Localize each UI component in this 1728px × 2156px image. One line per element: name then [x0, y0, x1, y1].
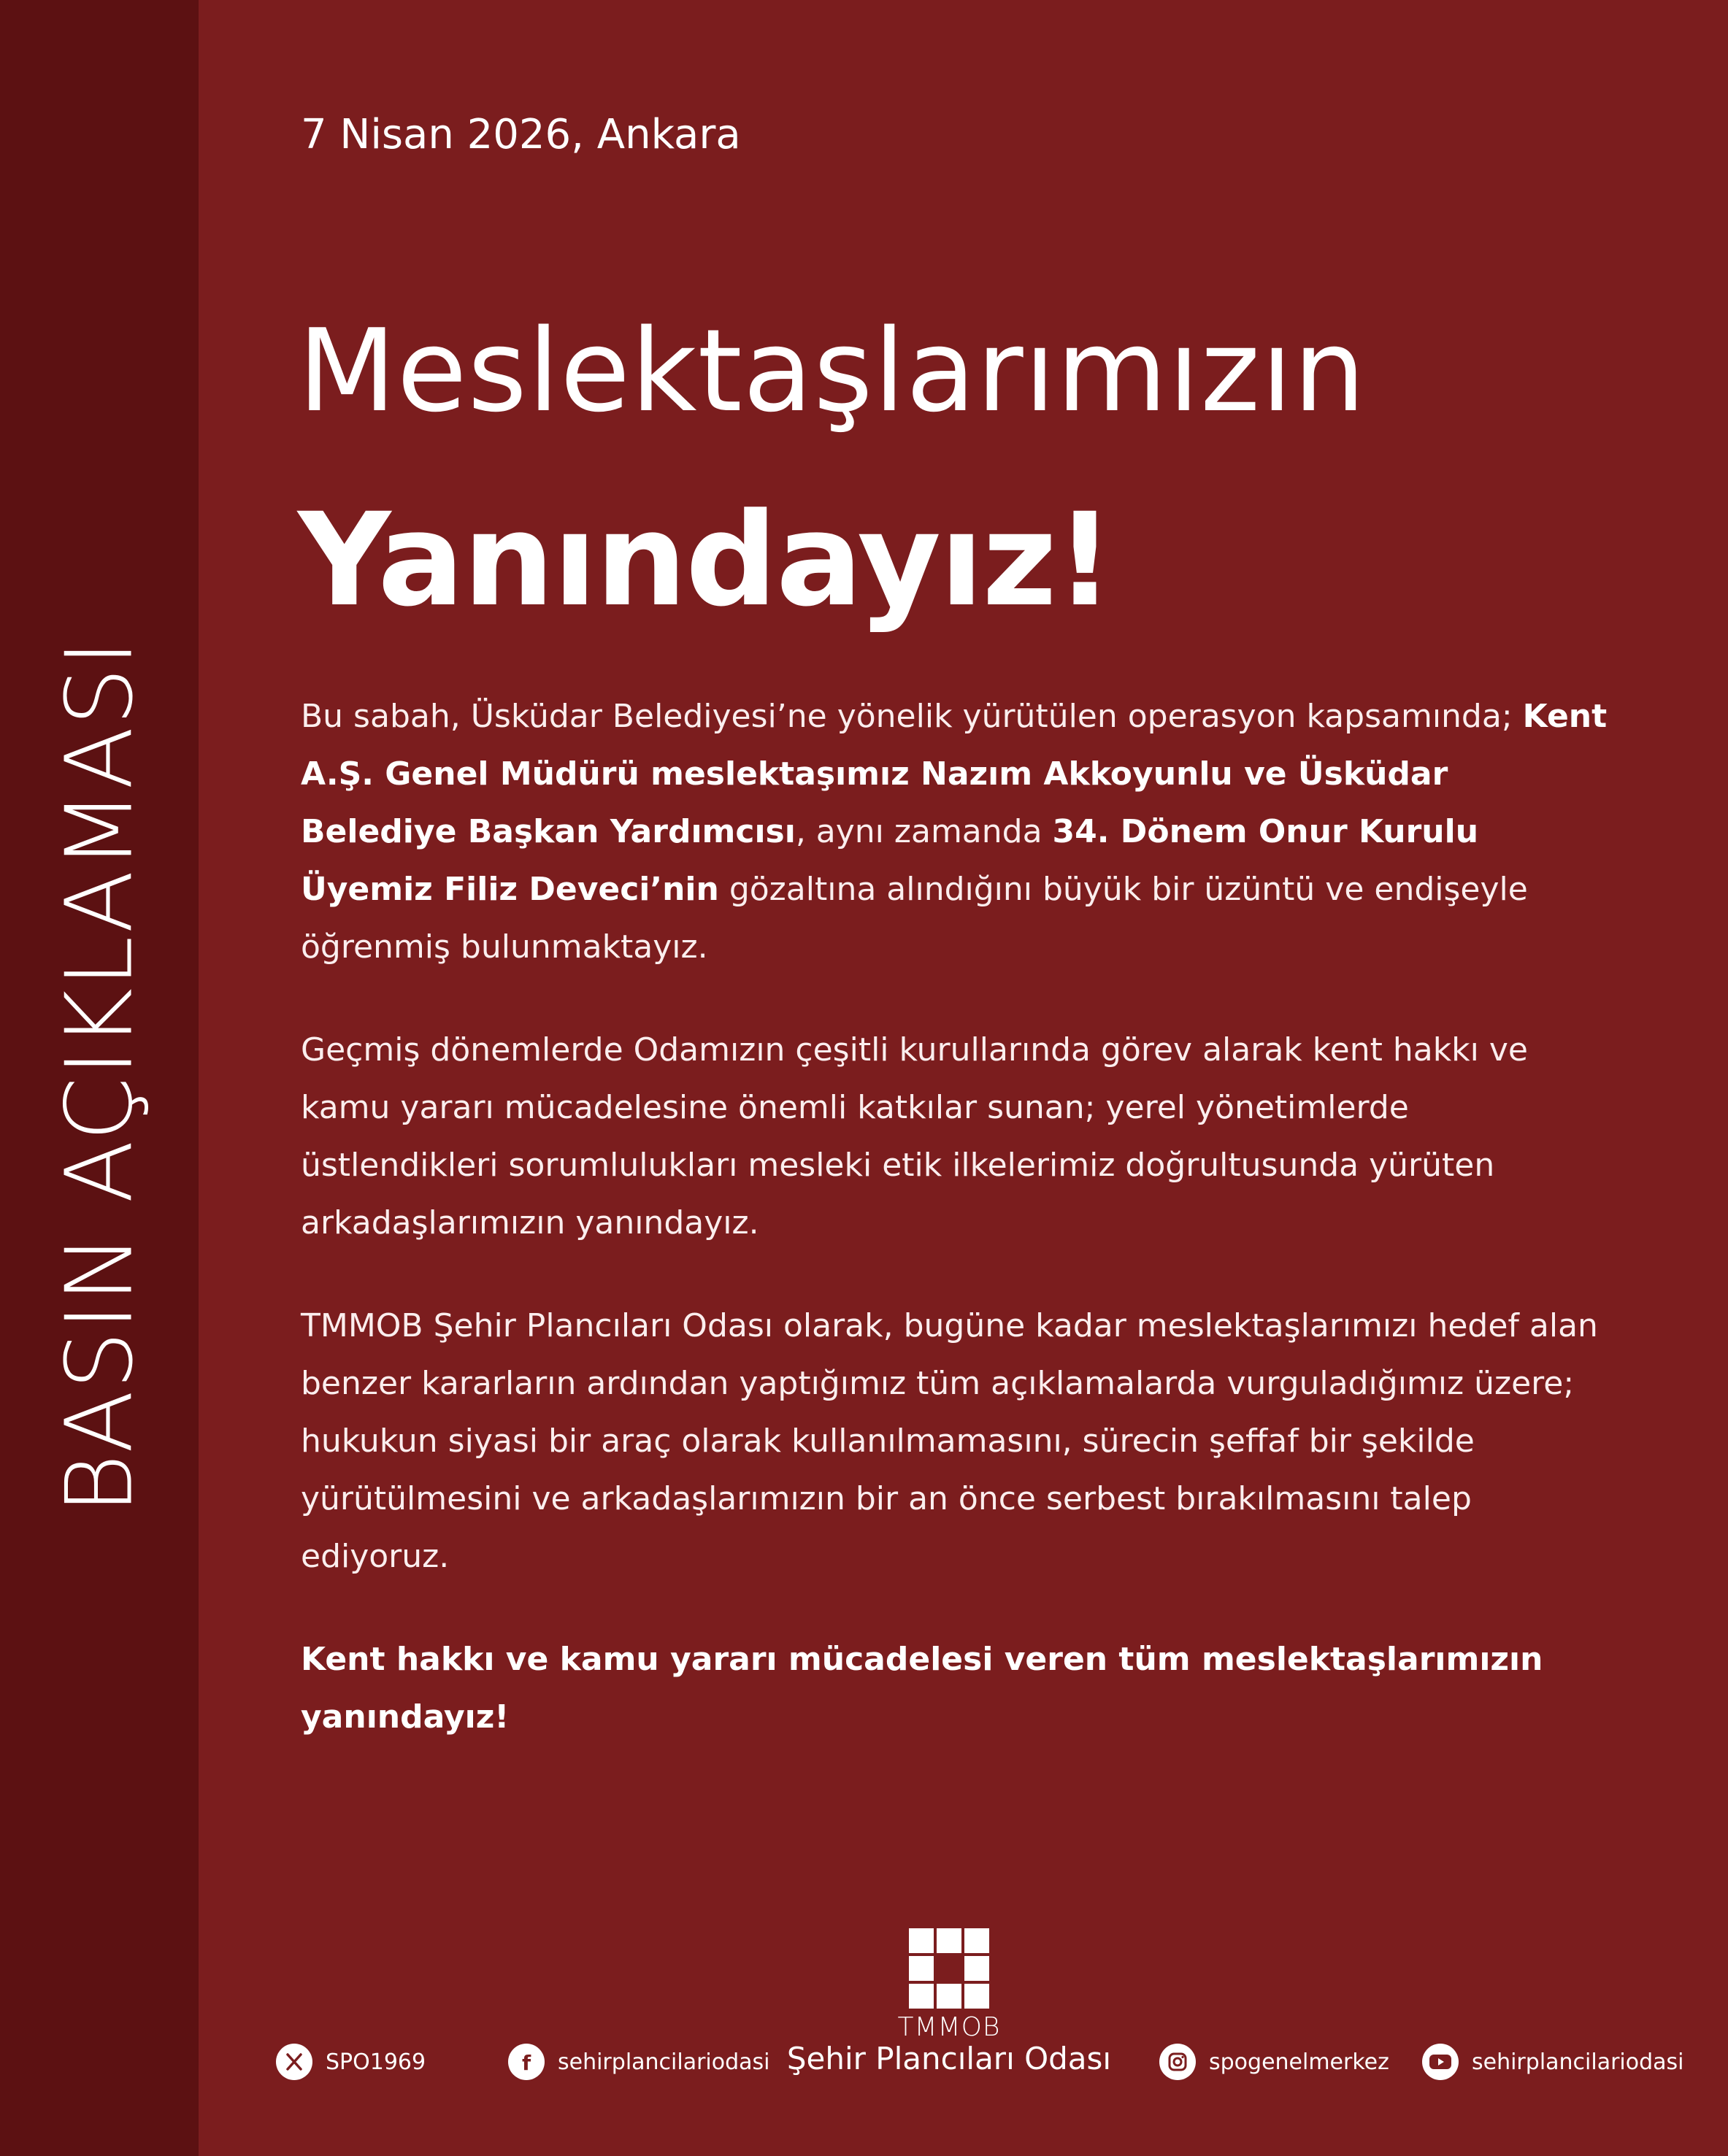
- date-line: 7 Nisan 2026, Ankara: [301, 111, 741, 158]
- social-x[interactable]: [276, 2044, 426, 2080]
- paragraph-2: Geçmiş dönemlerde Odamızın çeşitli kurullarında görev alarak kent hakkı ve kamu yararı mücadelesine önemli katkılar sunan; yerel yönetimlerde üstlendikleri sorumlulukları mesleki etik ilkelerimiz doğrultusunda yürüten arkadaşlarımızın yanındayız.: [301, 1031, 1528, 1241]
- tmmob-spo-logo: [767, 1928, 1132, 2076]
- paragraph-3: TMMOB Şehir Plancıları Odası olarak, bugüne kadar meslektaşlarımızı hedef alan benzer kararların ardından yaptığımız tüm açıklamalarda vurguladığımız üzere; hukukun siyasi bir araç olarak kullanılmamasını, sürecin şeffaf bir şekilde yürütülmesini ve arkadaşlarımızın bir an önce serbest bırakılmasını talep ediyoruz.: [301, 1307, 1598, 1575]
- grid-logo-icon: [909, 1928, 989, 2009]
- svg-text:f: f: [522, 2051, 531, 2074]
- social-handle: SPO1969: [326, 2049, 426, 2075]
- facebook-icon: [508, 2044, 545, 2080]
- x-icon: [276, 2044, 312, 2080]
- logo-org-name: Şehir Plancıları Odası: [786, 2040, 1112, 2076]
- vertical-title: BASIN AÇIKLAMASI: [45, 639, 153, 1514]
- headline-line1: Meslektaşlarımızın: [298, 304, 1367, 437]
- social-handle: spogenelmerkez: [1209, 2049, 1389, 2075]
- headline-line2: Yanındayız!: [298, 485, 1113, 635]
- statement-body: [301, 688, 1608, 1791]
- youtube-icon: [1422, 2044, 1459, 2080]
- instagram-icon: [1159, 2044, 1196, 2080]
- social-handle: sehirplancilariodasi: [558, 2049, 770, 2075]
- social-handle: sehirplancilariodasi: [1472, 2049, 1684, 2075]
- social-instagram[interactable]: [1159, 2044, 1389, 2080]
- logo-org-short: TMMOB: [897, 2012, 1001, 2042]
- closing-statement: Kent hakkı ve kamu yararı mücadelesi veren tüm meslektaşlarımızın yanındayız!: [301, 1641, 1543, 1736]
- social-facebook[interactable]: [508, 2044, 770, 2080]
- social-youtube[interactable]: [1422, 2044, 1684, 2080]
- paragraph-1: Bu sabah, Üsküdar Belediyesi’ne yönelik yürütülen operasyon kapsamında; Kent A.Ş. Genel Müdürü meslektaşımız Nazım Akkoyunlu ve Üsküdar Belediye Başkan Yardımcısı, aynı zamanda 34. Dönem Onur Kurulu Üyemiz Filiz Deveci’nin gözaltına alındığını büyük bir üzüntü ve endişeyle öğrenmiş bulunmaktayız.: [301, 698, 1608, 966]
